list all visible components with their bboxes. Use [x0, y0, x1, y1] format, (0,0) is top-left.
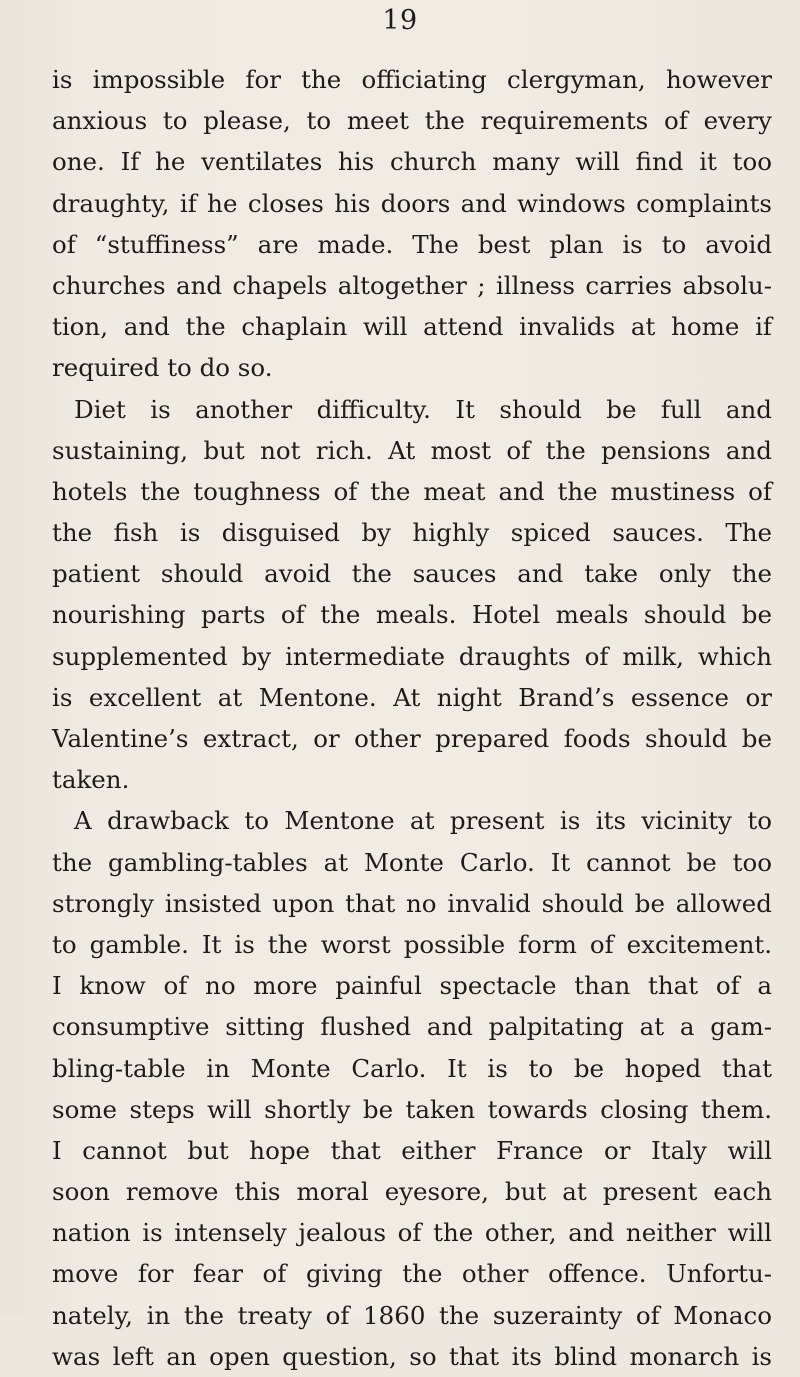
text-line: tion, and the chaplain will attend invalids at home if — [52, 312, 772, 342]
text-line: supplemented by intermediate draughts of milk, which — [52, 641, 772, 671]
text-line: strongly insisted upon that no invalid should be allowed — [52, 888, 772, 918]
text-line: nourishing parts of the meals. Hotel meals should be — [52, 600, 772, 630]
text-line: was left an open question, so that its blind monarch is — [52, 1341, 772, 1371]
text-line: one. If he ventilates his church many will find it too — [52, 147, 772, 177]
text-line: churches and chapels altogether ; illness carries absolu- — [52, 270, 772, 300]
text-line: move for fear of giving the other offence. Unfortu- — [52, 1259, 772, 1289]
text-line: Valentine’s extract, or other prepared foods should be — [52, 724, 772, 753]
text-line: I cannot but hope that either France or Italy will — [52, 1135, 772, 1165]
text-line: bling-table in Monte Carlo. It is to be hoped that — [52, 1053, 772, 1083]
text-line: I know of no more painful spectacle than that of a — [52, 971, 772, 1001]
text-line: of “stuffiness” are made. The best plan is to avoid — [52, 229, 772, 259]
text-line: hotels the toughness of the meat and the mustiness of — [52, 476, 772, 506]
text-line: draughty, if he closes his doors and windows complaints — [52, 188, 772, 218]
text-line: soon remove this moral eyesore, but at present each — [52, 1177, 772, 1207]
page-number: 19 — [382, 5, 418, 36]
text-line: some steps will shortly be taken towards closing them. — [52, 1094, 772, 1124]
text-line: taken. — [52, 765, 130, 795]
text-line: is excellent at Mentone. At night Brand’s essence or — [52, 682, 772, 712]
text-line: nation is intensely jealous of the other, and neither will — [52, 1218, 772, 1248]
body-text — [52, 59, 772, 1377]
text-line: nately, in the treaty of 1860 the suzerainty of Monaco — [52, 1300, 772, 1330]
text-line: is impossible for the officiating clergyman, however — [52, 65, 772, 94]
text-line: anxious to please, to meet the requirements of every — [52, 106, 772, 136]
text-line: the gambling-tables at Monte Carlo. It cannot be too — [52, 847, 772, 877]
text-line: to gamble. It is the worst possible form of excitement. — [52, 929, 772, 959]
text-line: consumptive sitting flushed and palpitating at a gam- — [52, 1012, 772, 1042]
text-line: the fish is disguised by highly spiced sauces. The — [52, 518, 772, 548]
text-line: sustaining, but not rich. At most of the pensions and — [52, 435, 772, 465]
text-line: patient should avoid the sauces and take only the — [52, 559, 772, 589]
paragraph-start-line: Diet is another difficulty. It should be full and — [74, 394, 772, 424]
paragraph-start-line: A drawback to Mentone at present is its vicinity to — [74, 806, 772, 836]
text-line: required to do so. — [52, 353, 273, 383]
